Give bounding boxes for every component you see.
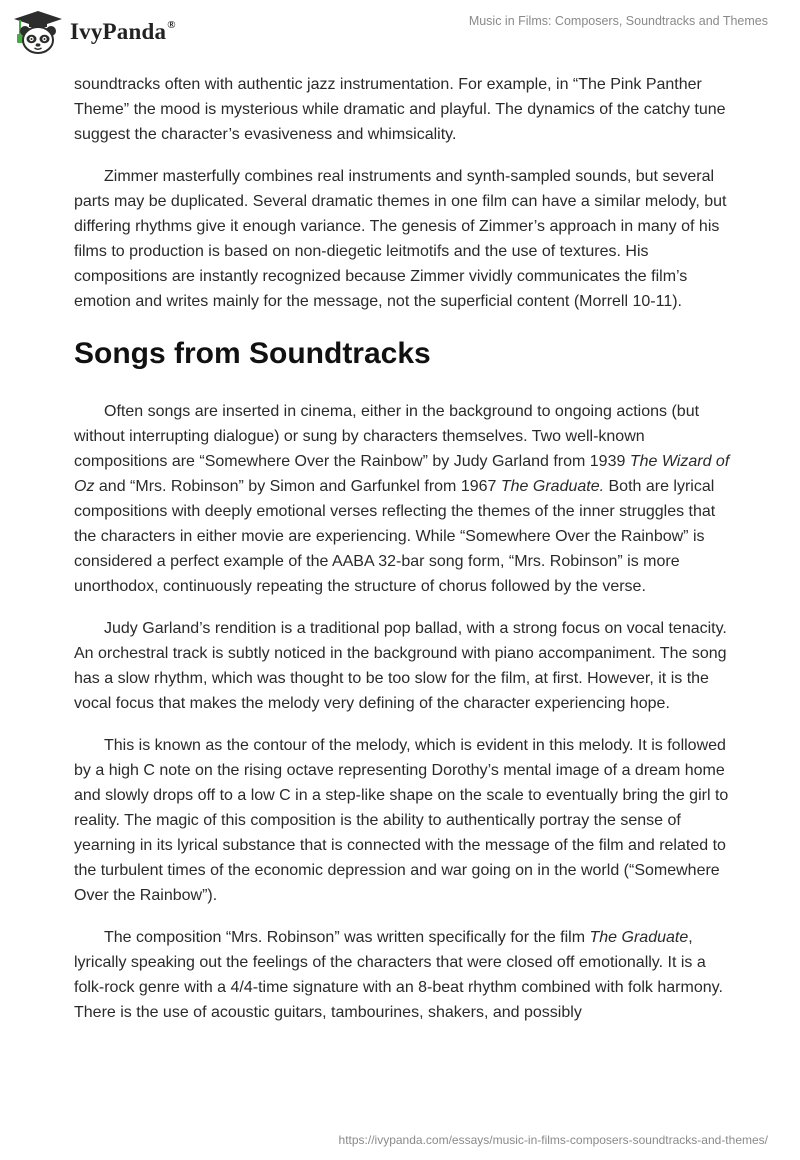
section-heading: Songs from Soundtracks xyxy=(74,337,431,370)
paragraph-2: Zimmer masterfully combines real instruments and synth-sampled sounds, but several parts may be duplicated. Several dramatic themes in one film can have a similar melody, but differing rhythms give it enough variance. The genesis of Zimmer’s approach in many of his films to production is based on non-diegetic leitmotifs and the use of textures. His compositions are instantly recognized because Zimmer vividly communicates the film’s emotion and writes mainly for the message, not the superficial content (Morrell 10-11). xyxy=(74,168,727,310)
panda-graduate-icon xyxy=(12,9,64,55)
paragraph-4: Judy Garland’s rendition is a traditional pop ballad, with a strong focus on vocal tenacity. An orchestral track is subtly noticed in the background with piano accompaniment. The song has a slow rhythm, which was thought to be too slow for the film, at first. However, it is the vocal focus that makes the melody very defining of the character experiencing hope. xyxy=(74,620,727,712)
brand-logo[interactable] xyxy=(12,9,176,55)
paragraph-6: The composition “Mrs. Robinson” was written specifically for the film The Graduate, lyrically speaking out the feelings of the characters that were closed off emotionally. It is a folk-rock genre with a 4/4-time signature with an 8-beat rhythm combined with folk harmony. There is the use of acoustic guitars, tambourines, shakers, and possibly xyxy=(74,929,723,1021)
document-title: Music in Films: Composers, Soundtracks and Themes xyxy=(468,14,768,28)
essay-body xyxy=(74,72,734,1042)
page-header xyxy=(0,0,800,70)
brand-name: IvyPanda® xyxy=(70,19,176,44)
paragraph-3: Often songs are inserted in cinema, either in the background to ongoing actions (but without interrupting dialogue) or sung by characters themselves. Two well-known compositions are “Somewhere Over the Rainbow” by Judy Garland from 1939 The Wizard of Oz and “Mrs. Robinson” by Simon and Garfunkel from 1967 The Graduate. Both are lyrical compositions with deeply emotional verses reflecting the themes of the inner struggles that the characters in either movie are experiencing. While “Somewhere Over the Rainbow” is considered a perfect example of the AABA 32-bar song form, “Mrs. Robinson” is more unorthodox, continuously repeating the structure of chorus followed by the verse. xyxy=(74,403,730,595)
paragraph-5: This is known as the contour of the melody, which is evident in this melody. It is followed by a high C note on the rising octave representing Dorothy’s mental image of a dream home and slowly drops off to a low C in a step-like shape on the scale to eventually bring the girl to reality. The magic of this composition is the ability to authentically portray the sense of yearning in its lyrical substance that is connected with the message of the film and related to the turbulent times of the economic depression and war going on in the world (“Somewhere Over the Rainbow”). xyxy=(74,737,729,904)
paragraph-1: soundtracks often with authentic jazz instrumentation. For example, in “The Pink Panther Theme” the mood is mysterious while dramatic and playful. The dynamics of the catchy tune suggest the character’s evasiveness and whimsicality. xyxy=(74,76,726,143)
source-url-link[interactable]: https://ivypanda.com/essays/music-in-films-composers-soundtracks-and-themes/ xyxy=(338,1133,768,1147)
